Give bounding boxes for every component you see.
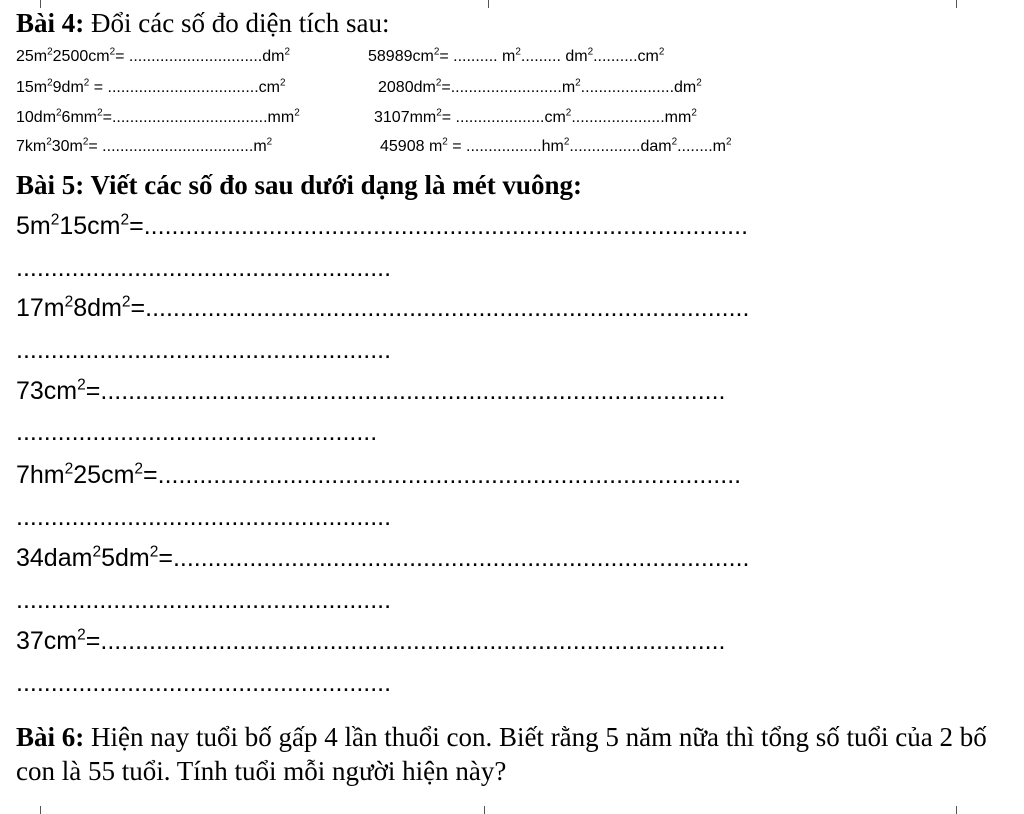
- bai5-item-line: [16, 294, 749, 323]
- bai5-item-expr: $5m^215cm^2=$: [16, 211, 144, 240]
- edge-mark: [40, 0, 41, 8]
- bai5-item-continuation: ......................................................: [16, 254, 392, 282]
- bai5-item-expr: $34dam^25dm^2=$: [16, 543, 173, 572]
- bai5-item-continuation: ......................................................: [16, 503, 392, 531]
- bai4-row-left: $10dm^26mm^2=...................................mm^2$: [16, 107, 300, 126]
- edge-mark: [40, 806, 41, 814]
- answer-dots: ..........................................................................................: [100, 377, 726, 405]
- edge-mark: [484, 806, 485, 814]
- bai6-label: Bài 6:: [16, 722, 85, 752]
- bai5-heading: [16, 170, 582, 201]
- bai4-row-left: $7km^230m^2= ..................................m^2$: [16, 136, 273, 155]
- bai5-item-line: [16, 544, 749, 573]
- edge-mark: [956, 0, 957, 8]
- bai4-row-right: $3107mm^2= ....................cm^2.....................mm^2$: [374, 107, 697, 126]
- bai5-item-line: [16, 627, 726, 656]
- bai4-row-right: 45908 $m^2 = .................hm^2................dam^2........m^2$: [380, 136, 732, 155]
- bai4-heading: [16, 8, 389, 39]
- bai4-row-right: $2080dm^2=.........................m^2.....................dm^2$: [378, 77, 702, 96]
- answer-dots: .......................................................................................: [143, 212, 749, 240]
- bai5-item-line: [16, 377, 726, 406]
- bai5-item-continuation: ......................................................: [16, 336, 392, 364]
- bai5-item-continuation: ......................................................: [16, 586, 392, 614]
- answer-dots: ....................................................................................: [157, 461, 742, 489]
- edge-mark: [956, 806, 957, 814]
- bai5-item-expr: $17m^28dm^2=$: [16, 293, 146, 322]
- bai5-item-expr: $73cm^2=$: [16, 376, 101, 405]
- bai5-label: Bài 5:: [16, 170, 85, 200]
- bai4-row-left: $25m^22500cm^2= ..............................dm^2$: [16, 46, 290, 65]
- bai6-paragraph: [16, 720, 1006, 788]
- edge-mark: [488, 0, 489, 8]
- bai5-item-line: [16, 212, 748, 241]
- bai6-text: Hiện nay tuổi bố gấp 4 lần thuổi con. Biết rằng 5 năm nữa thì tổng số tuổi của 2 bố con là 55 tuổi. Tính tuổi mỗi người hiện này?: [16, 722, 987, 786]
- answer-dots: ...................................................................................: [172, 544, 750, 572]
- bai5-item-line: [16, 461, 741, 490]
- bai4-title: Đổi các số đo diện tích sau:: [84, 8, 390, 38]
- bai4-row-right: $58989cm^2=$ .......... $m^2$......... $dm^2..........cm^2$: [368, 46, 665, 65]
- answer-dots: .......................................................................................: [145, 294, 750, 322]
- bai5-title: Viết các số đo sau dưới dạng là mét vuông:: [84, 170, 582, 200]
- bai4-label: Bài 4:: [16, 8, 85, 38]
- answer-dots: ..........................................................................................: [100, 627, 726, 655]
- bai5-item-continuation: ......................................................: [16, 669, 392, 697]
- bai5-item-expr: $37cm^2=$: [16, 626, 101, 655]
- bai5-item-continuation: ....................................................: [16, 418, 378, 446]
- bai4-row-left: $15m^29dm^2 = ..................................cm^2$: [16, 77, 286, 96]
- bai5-item-expr: $7hm^225cm^2=$: [16, 460, 158, 489]
